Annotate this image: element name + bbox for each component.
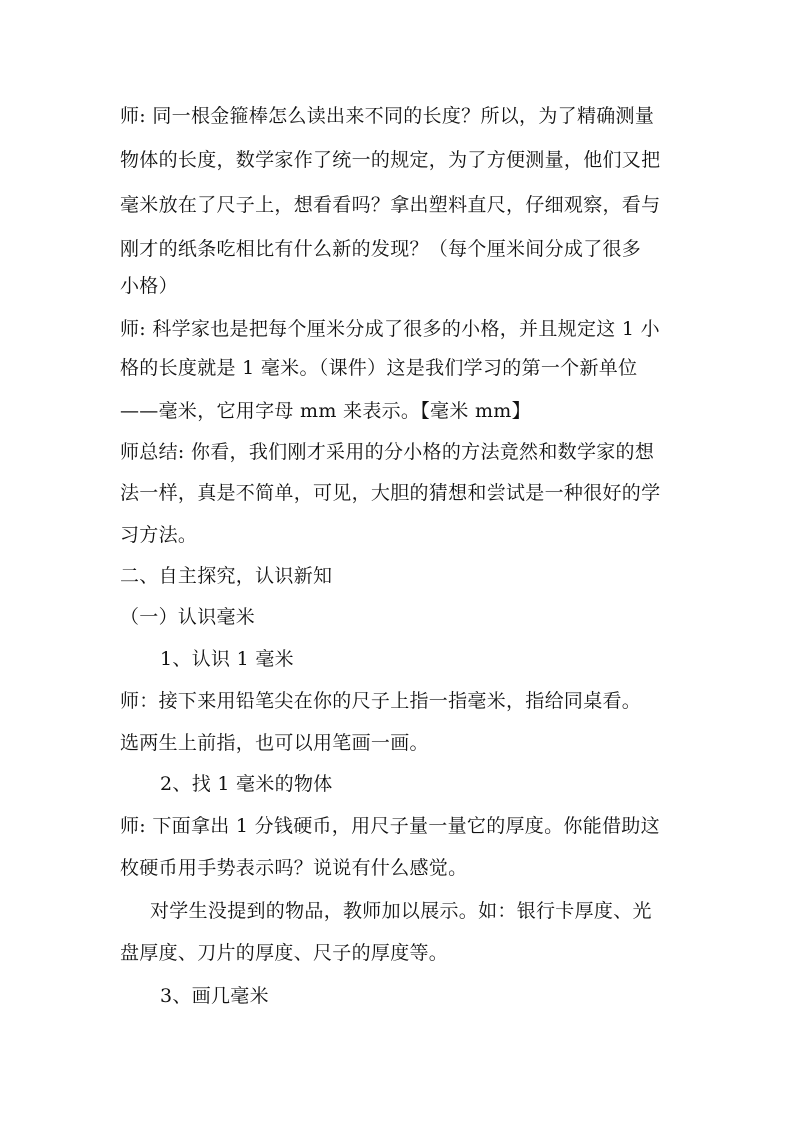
text-line: 选两生上前指，也可以用笔画一画。 <box>120 732 429 754</box>
text-line: 师: 同一根金箍棒怎么读出来不同的长度？所以，为了精确测量 <box>120 105 655 127</box>
text-line: 师: 科学家也是把每个厘米分成了很多的小格，并且规定这 1 小 <box>120 318 660 340</box>
text-line: 法一样，真是不简单，可见，大胆的猜想和尝试是一种很好的学 <box>120 482 661 504</box>
text-line: 师：接下来用铅笔尖在你的尺子上指一指毫米，指给同桌看。 <box>120 690 642 712</box>
text-line: 师总结: 你看，我们刚才采用的分小格的方法竟然和数学家的想 <box>120 441 655 463</box>
text-line: 枚硬币用手势表示吗？说说有什么感觉。 <box>120 857 468 879</box>
text-line: 师: 下面拿出 1 分钱硬币，用尺子量一量它的厚度。你能借助这 <box>120 815 660 837</box>
text-line: 刚才的纸条吃相比有什么新的发现？（每个厘米间分成了很多 <box>120 238 642 260</box>
subsection-heading: （一）认识毫米 <box>120 606 256 628</box>
item-heading: 1、认识 1 毫米 <box>160 648 294 670</box>
text-line: 对学生没提到的物品，教师加以展示。如：银行卡厚度、光 <box>150 900 652 922</box>
item-heading: 2、找 1 毫米的物体 <box>160 773 333 795</box>
text-line: 格的长度就是 1 毫米。（课件）这是我们学习的第一个新单位 <box>120 357 638 379</box>
text-line: 物体的长度，数学家作了统一的规定，为了方便测量，他们又把 <box>120 149 661 171</box>
text-line: ——毫米，它用字母 mm 来表示。【毫米 mm】 <box>120 400 531 422</box>
text-line: 盘厚度、刀片的厚度、尺子的厚度等。 <box>120 942 449 964</box>
text-line: 毫米放在了尺子上，想看看吗？拿出塑料直尺，仔细观察，看与 <box>120 194 661 216</box>
item-heading: 3、画几毫米 <box>160 985 269 1007</box>
section-heading: 二、自主探究，认识新知 <box>120 565 333 587</box>
text-line: 习方法。 <box>120 524 198 546</box>
text-line: 小格） <box>120 275 178 297</box>
